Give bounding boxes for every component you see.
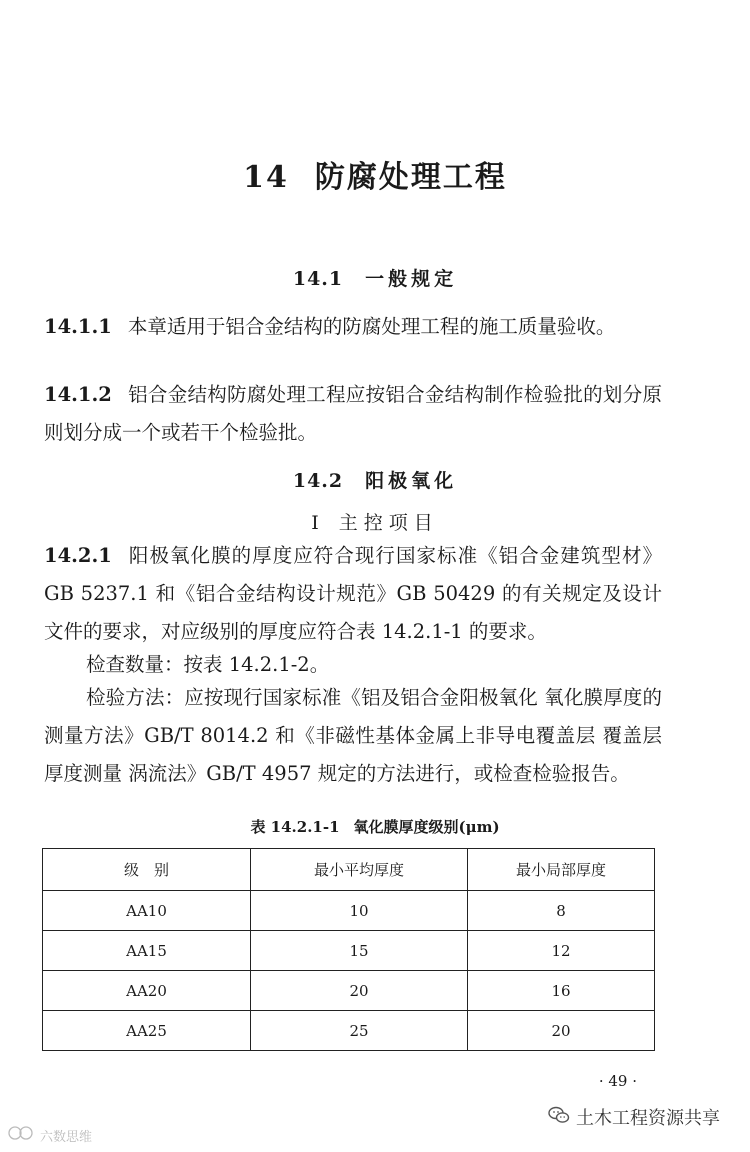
section-title-14-1 (0, 264, 750, 291)
chapter-number: 14 (243, 160, 289, 195)
table-cell: AA10 (43, 891, 251, 931)
chapter-title-text: 防腐处理工程 (314, 160, 507, 195)
watermark-wechat (548, 1104, 720, 1130)
watermark-text: 六数思维 (40, 1129, 93, 1145)
clause-text: 本章适用于铝合金结构的防腐处理工程的施工质量验收。 (127, 315, 616, 338)
inspection-method: 检验方法：应按现行国家标准《铝及铝合金阳极氧化 氧化膜厚度的测量方法》GB/T 8014.2 和《非磁性基体金属上非导电覆盖层 覆盖层厚度测量 涡流法》GB/T 4957 规定的方法进行，或检查检验报告。 (44, 686, 662, 785)
table-cell: 25 (251, 1011, 468, 1051)
section-number: 14.2 (292, 470, 344, 492)
table-caption-text: 氧化膜厚度级别(μm) (353, 818, 500, 836)
table-cell: 8 (468, 891, 655, 931)
table-header-row (43, 849, 655, 891)
table-row (43, 1011, 655, 1051)
table-row (43, 931, 655, 971)
clause-text: 阳极氧化膜的厚度应符合现行国家标准《铝合金建筑型材》GB 5237.1 和《铝合金结构设计规范》GB 50429 的有关规定及设计文件的要求，对应级别的厚度应符合表 14.2.1-1 的要求。 (44, 544, 662, 643)
logo-icon (8, 1125, 36, 1145)
oxide-thickness-table (42, 848, 655, 1051)
table-header: 级 别 (43, 849, 251, 891)
watermark-text: 土木工程资源共享 (576, 1108, 720, 1129)
table-number: 表 14.2.1-1 (250, 818, 340, 836)
table-cell: AA20 (43, 971, 251, 1011)
table-header: 最小局部厚度 (468, 849, 655, 891)
table-cell: 12 (468, 931, 655, 971)
clause-text: 铝合金结构防腐处理工程应按铝合金结构制作检验批的划分原则划分成一个或若干个检验批。 (44, 383, 662, 444)
table-cell: 10 (251, 891, 468, 931)
subsection-number: Ⅰ (311, 512, 325, 534)
clause-14-1-1 (44, 308, 662, 346)
table-cell: AA15 (43, 931, 251, 971)
inspection-quantity: 检查数量：按表 14.2.1-2。 (86, 653, 330, 676)
clause-14-1-2 (44, 376, 662, 452)
table-cell: 20 (468, 1011, 655, 1051)
clause-14-2-1 (44, 537, 662, 651)
clause-number: 14.1.1 (44, 315, 112, 338)
table-cell: 15 (251, 931, 468, 971)
section-title-14-2 (0, 466, 750, 493)
clause-number: 14.2.1 (44, 544, 112, 567)
table-cell: 16 (468, 971, 655, 1011)
page-number: · 49 · (598, 1072, 637, 1090)
chapter-title (0, 152, 750, 196)
table-header: 最小平均厚度 (251, 849, 468, 891)
table-cell: 20 (251, 971, 468, 1011)
watermark-logo (8, 1125, 92, 1145)
table-caption (0, 816, 750, 837)
section-title-text: 阳极氧化 (365, 470, 458, 492)
subsection-title-text: 主控项目 (338, 512, 439, 534)
subsection-title (0, 508, 750, 535)
table-row (43, 971, 655, 1011)
table-cell: AA25 (43, 1011, 251, 1051)
clause-number: 14.1.2 (44, 383, 112, 406)
wechat-icon (548, 1106, 570, 1129)
section-title-text: 一般规定 (365, 268, 458, 290)
section-number: 14.1 (292, 268, 344, 290)
table-row (43, 891, 655, 931)
